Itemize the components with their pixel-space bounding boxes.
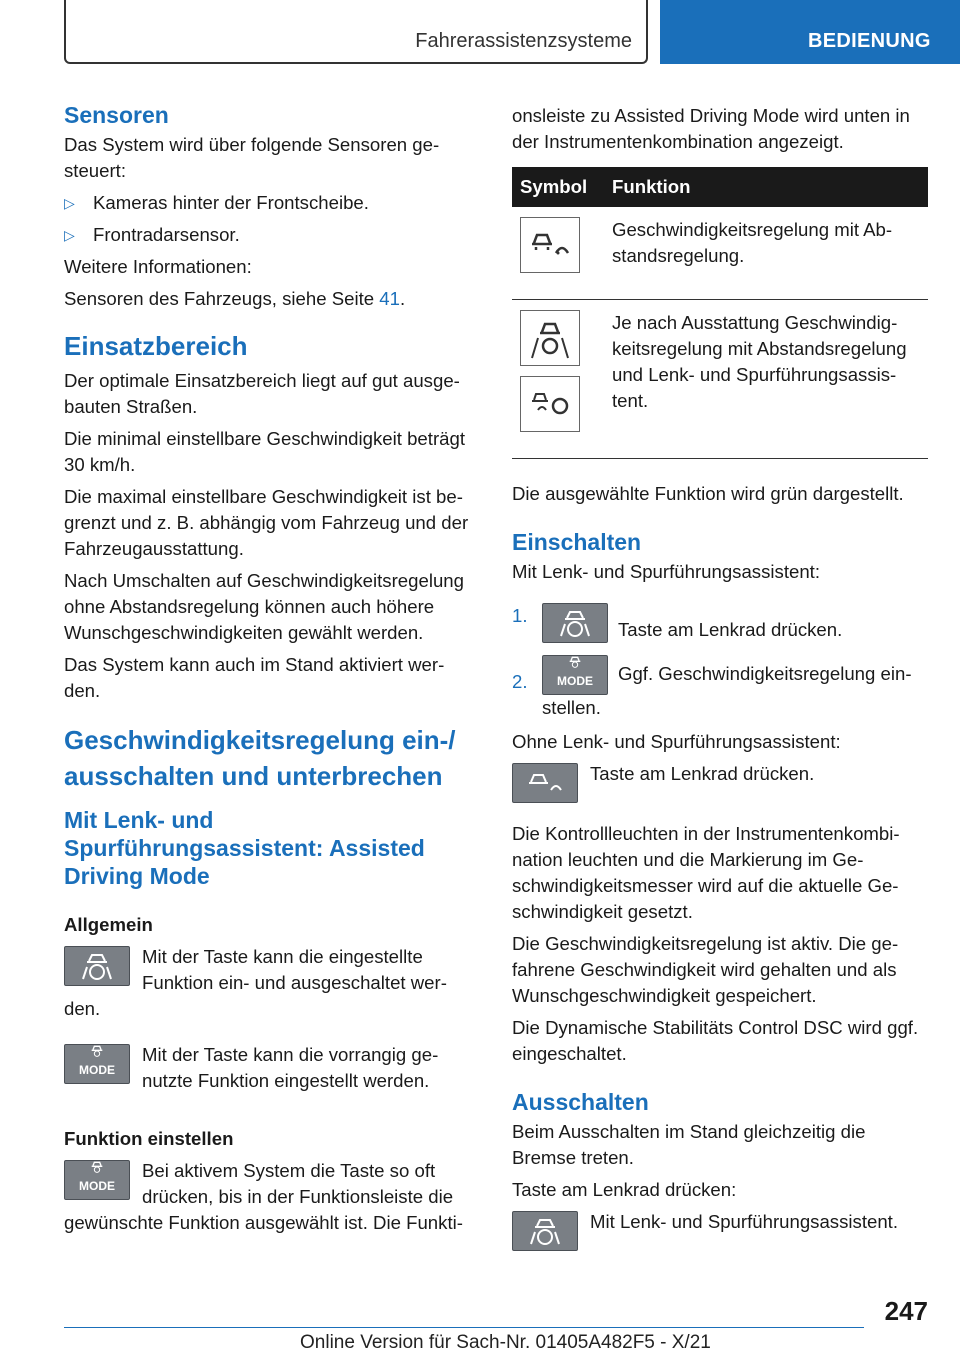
footer-text: Online Version für Sach-Nr. 01405A482F5 - X/21 (300, 1332, 711, 1353)
bullet-triangle-icon: ▷ (64, 195, 75, 211)
list-item: ▷ Frontradarsensor. (64, 222, 478, 248)
allgemein-block-2: MODE Mit der Taste kann die vorrangig ge-nutzte Funktion eingestellt werden. (64, 1042, 478, 1100)
footer-divider (64, 1327, 864, 1328)
steering-assist-button-icon (512, 1211, 578, 1251)
mode-button-icon: MODE (542, 655, 608, 695)
table-row (512, 300, 928, 459)
heading-assisted-driving-mode: Mit Lenk- und Spurführungsassistent: Assisted Driving Mode (64, 807, 425, 889)
table-cell: Geschwindigkeitsregelung mit Ab-standsregelung. (604, 207, 928, 300)
funktion-block: MODE Bei aktivem System die Taste so oft drücken, bis in der Funktionsleiste die gewünschte Funktion ausgewählt ist. Die Funkti- (64, 1160, 463, 1233)
table-header-funktion: Funktion (604, 167, 928, 207)
paragraph: Die maximal einstellbare Geschwindigkeit ist be-grenzt und z. B. abhängig vom Fahrzeug und der Fahrzeugausstattung. (64, 486, 469, 559)
list-item: 2. MODE Ggf. Geschwindigkeitsregelung ein-stellen. (512, 655, 926, 721)
acc-distance-symbol-icon (520, 217, 580, 273)
list-item: ▷ Kameras hinter der Frontscheibe. (64, 190, 478, 216)
paragraph: Taste am Lenkrad drücken: (512, 1179, 737, 1200)
paragraph: onsleiste zu Assisted Driving Mode wird unten in der Instrumentenkombination angezeigt. (512, 105, 910, 152)
paragraph: Die minimal einstellbare Geschwindigkeit beträgt 30 km/h. (64, 428, 465, 475)
paragraph: Die Dynamische Stabilitäts Control DSC wird ggf. eingeschaltet. (512, 1017, 919, 1064)
paragraph: Der optimale Einsatzbereich liegt auf gut ausge-bauten Straßen. (64, 370, 460, 417)
right-column (512, 103, 926, 1255)
paragraph: Die ausgewählte Funktion wird grün dargestellt. (512, 483, 904, 504)
allgemein-block-1: Mit der Taste kann die eingestellte Funktion ein- und ausgeschaltet wer-den. (64, 946, 447, 1019)
symbol-table (512, 167, 928, 459)
table-cell: Je nach Ausstattung Geschwindig-keitsregelung mit Abstandsregelung und Lenk- und Spurführungsassis-tent. (604, 300, 928, 459)
mode-button-icon: MODE (64, 1044, 130, 1084)
heading-funktion-einstellen: Funktion einstellen (64, 1128, 234, 1149)
header-section-title: Fahrerassistenzsysteme (415, 30, 632, 52)
acc-button-icon (512, 763, 578, 803)
paragraph: Nach Umschalten auf Geschwindigkeitsregelung ohne Abstandsregelung können auch höhere Wunschgeschwindigkeiten gewählt werden. (64, 570, 464, 643)
table-header-symbol: Symbol (512, 167, 604, 207)
paragraph: Die Geschwindigkeitsregelung ist aktiv. Die ge-fahrene Geschwindigkeit wird gehalten und als Wunschgeschwindigkeit gespeichert. (512, 933, 899, 1006)
left-column (64, 100, 478, 1242)
page-link-41[interactable]: 41 (379, 288, 400, 309)
mode-button-icon: MODE (64, 1160, 130, 1200)
steering-assist-button-icon (542, 603, 608, 643)
heading-sensoren: Sensoren (64, 102, 169, 128)
heading-allgemein: Allgemein (64, 914, 153, 935)
acc-steering-symbol-icon (520, 376, 580, 432)
sensoren-ref: Sensoren des Fahrzeugs, siehe Seite 41. (64, 288, 406, 309)
steering-assist-button-icon (64, 946, 130, 986)
paragraph: Ohne Lenk- und Spurführungsassistent: (512, 731, 841, 752)
weitere-info: Weitere Informationen: (64, 256, 252, 277)
header-section-box (64, 0, 648, 64)
steering-assist-symbol-icon (520, 310, 580, 366)
table-row (512, 207, 928, 300)
sensoren-intro: Das System wird über folgende Sensoren ge-steuert: (64, 134, 440, 181)
page-number: 247 (884, 1296, 928, 1326)
paragraph: Beim Ausschalten im Stand gleichzeitig die Bremse treten. (512, 1121, 866, 1168)
header-chapter-tab (660, 0, 960, 64)
header-chapter-title: BEDIENUNG (808, 30, 931, 52)
paragraph: Das System kann auch im Stand aktiviert wer-den. (64, 654, 445, 701)
heading-geschwindigkeitsregelung: Geschwindigkeitsregelung ein-/ ausschalten und unterbrechen (64, 725, 456, 791)
heading-einsatzbereich: Einsatzbereich (64, 331, 248, 361)
heading-einschalten: Einschalten (512, 529, 642, 555)
paragraph: Mit Lenk- und Spurführungsassistent: (512, 561, 820, 582)
list-item: 1. Taste am Lenkrad drücken. (512, 603, 926, 643)
bullet-triangle-icon: ▷ (64, 227, 75, 243)
ausschalten-block: Mit Lenk- und Spurführungsassistent. (512, 1209, 926, 1255)
paragraph: Die Kontrollleuchten in der Instrumentenkombi-nation leuchten und die Markierung im Ge-schwindigkeitsmesser wird auf die aktuelle Ge-schwindigkeit gesetzt. (512, 823, 900, 922)
ohne-lenk-block: Taste am Lenkrad drücken. (512, 761, 926, 807)
heading-ausschalten: Ausschalten (512, 1089, 649, 1115)
